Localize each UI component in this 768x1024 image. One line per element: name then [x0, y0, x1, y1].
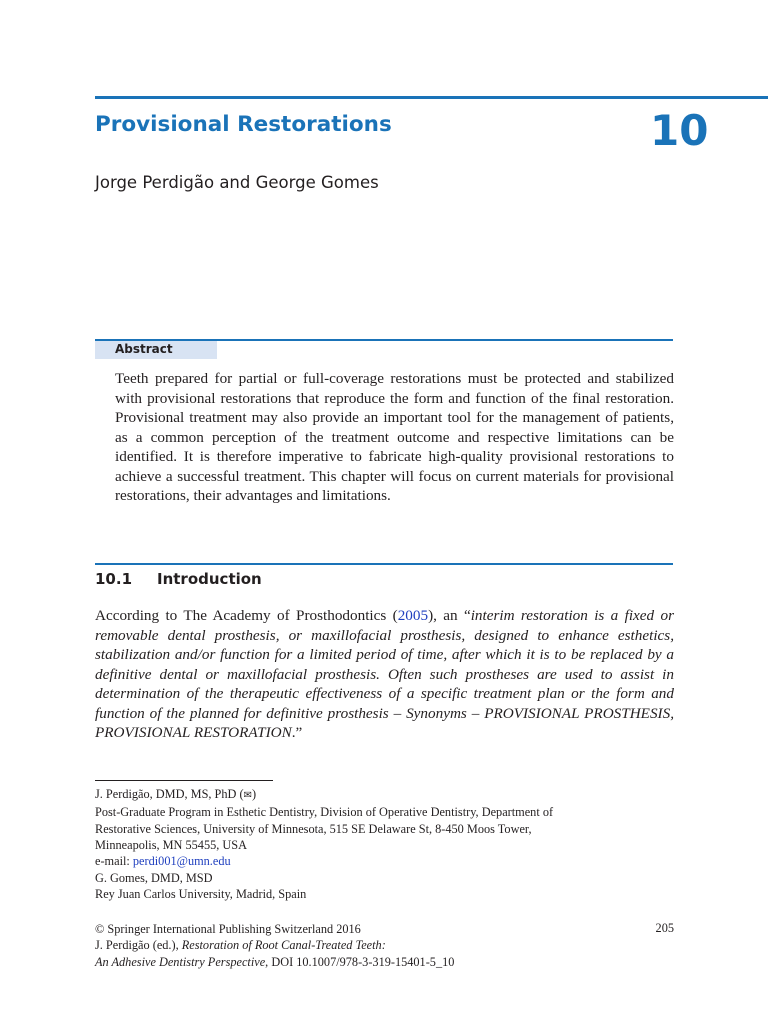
page-number: 205	[655, 921, 674, 935]
abstract-text: Teeth prepared for partial or full-coverage restorations must be protected and stabilized with provisional restorations that reproduce the form and function of the final restoration. Provisional treatment may also provide an important tool for the management of patients, as a common perception of the treatment outcome and respective limitations can be identified. It is therefore imperative to fabricate high-quality provisional restorations to achieve a successful treatment. This chapter will focus on current materials for provisional restorations, their advantages and limitations.	[115, 370, 674, 504]
intro-mid: ), an “	[428, 607, 471, 624]
email-label: e-mail:	[95, 854, 133, 869]
book-title-part-2: An Adhesive Dentistry Perspective	[95, 954, 266, 969]
author1-name-end: )	[252, 787, 257, 801]
envelope-icon: ✉	[243, 790, 252, 801]
section-number: 10.1	[95, 570, 133, 588]
author2-affiliation: Rey Juan Carlos University, Madrid, Spain	[95, 887, 307, 902]
page-footer	[95, 921, 675, 970]
copyright: © Springer International Publishing Switzerland 2016	[95, 922, 361, 936]
author2-name: G. Gomes, DMD, MSD	[95, 871, 213, 885]
chapter-authors: Jorge Perdigão and George Gomes	[95, 173, 379, 192]
book-reference-line-2	[95, 954, 675, 970]
section-title: Introduction	[157, 570, 262, 588]
citation-link-2005[interactable]: 2005	[397, 607, 429, 624]
chapter-header-rule	[95, 96, 768, 99]
footnote-author2	[95, 870, 675, 903]
intro-lead: According to The Academy of Prosthodontics (	[95, 607, 398, 624]
book-reference-line-1	[95, 937, 675, 953]
footnote-author1	[95, 786, 675, 869]
footnote-rule	[95, 780, 273, 781]
intro-quote: interim restoration is a fixed or removable dental prosthesis, or maxillofacial prosthesis, designed to enhance esthetics, stabilization and/or function for a limited period of time, after which it is to be replaced by a definitive dental or maxillofacial prosthesis. Often such prostheses are used to assist in determination of the therapeutic effectiveness of a specific treatment plan or the form and function of the planned for definitive prosthesis – Synonyms – PROVISIONAL PROSTHESIS, PROVISIONAL RESTORATION	[95, 607, 674, 741]
editor: J. Perdigão (ed.),	[95, 938, 182, 953]
author1-name: J. Perdigão, DMD, MS, PhD (	[95, 787, 244, 801]
abstract-label: Abstract	[115, 342, 173, 356]
book-title-part-1: Restoration of Root Canal-Treated Teeth:	[181, 938, 386, 953]
author1-email-line	[95, 853, 675, 869]
chapter-title: Provisional Restorations	[95, 112, 392, 137]
doi: , DOI 10.1007/978-3-319-15401-5_10	[265, 954, 455, 969]
email-link[interactable]: perdi001@umn.edu	[132, 854, 231, 869]
intro-paragraph	[95, 606, 674, 743]
intro-end: .”	[291, 724, 303, 741]
section-rule	[95, 563, 673, 565]
author1-name-line	[95, 786, 675, 804]
chapter-number: 10	[650, 106, 709, 155]
author1-affiliation-line-2: Restorative Sciences, University of Minnesota, 515 SE Delaware St, 8-450 Moos Tower,	[95, 821, 532, 836]
author1-affiliation-line-3: Minneapolis, MN 55455, USA	[95, 837, 248, 852]
author1-affiliation-line-1: Post-Graduate Program in Esthetic Dentistry, Division of Operative Dentistry, Department of	[95, 805, 554, 820]
